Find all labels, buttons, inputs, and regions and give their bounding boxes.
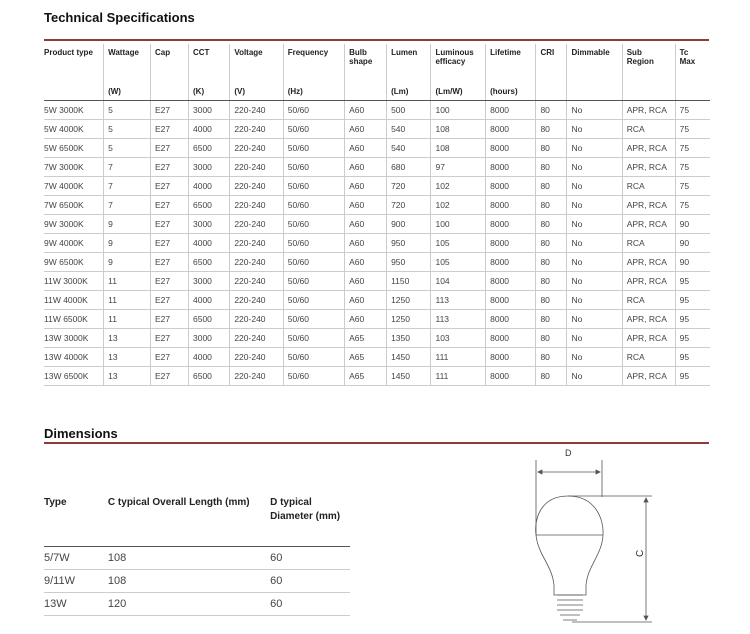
table-cell: 100 <box>431 215 486 234</box>
table-cell: A60 <box>345 215 387 234</box>
table-cell: 75 <box>675 196 710 215</box>
table-cell: A60 <box>345 120 387 139</box>
table-cell: 9 <box>104 215 151 234</box>
table-row <box>44 348 710 367</box>
table-cell: 5 <box>104 101 151 120</box>
table-cell: 95 <box>675 348 710 367</box>
table-row <box>44 234 710 253</box>
table-cell: 7W 6500K <box>44 196 104 215</box>
table-cell: 105 <box>431 234 486 253</box>
table-cell: 6500 <box>189 310 230 329</box>
table-cell: 1450 <box>387 348 431 367</box>
spec-divider <box>44 39 709 41</box>
table-cell: 50/60 <box>283 253 344 272</box>
table-cell: 95 <box>675 329 710 348</box>
table-cell: 50/60 <box>283 234 344 253</box>
table-cell: 4000 <box>189 291 230 310</box>
table-cell: 102 <box>431 177 486 196</box>
table-cell: No <box>567 291 622 310</box>
table-cell: 6500 <box>189 367 230 386</box>
table-cell: 11 <box>104 291 151 310</box>
column-header-label: Lifetime <box>490 48 521 57</box>
table-cell: 8000 <box>486 120 536 139</box>
table-cell: 50/60 <box>283 310 344 329</box>
table-cell: 103 <box>431 329 486 348</box>
table-cell: 220-240 <box>230 310 283 329</box>
table-cell: No <box>567 215 622 234</box>
dimensions-table <box>44 492 350 616</box>
table-cell: APR, RCA <box>622 215 675 234</box>
table-cell: E27 <box>151 310 189 329</box>
table-cell: 720 <box>387 177 431 196</box>
table-cell: A60 <box>345 253 387 272</box>
table-cell: 50/60 <box>283 177 344 196</box>
table-cell: 90 <box>675 234 710 253</box>
length-label: C <box>635 549 646 557</box>
table-cell: 80 <box>536 291 567 310</box>
column-header <box>622 44 675 101</box>
table-cell: 113 <box>431 310 486 329</box>
dimensions-cell: 9/11W <box>44 570 108 593</box>
table-cell: No <box>567 329 622 348</box>
table-cell: No <box>567 139 622 158</box>
column-header-label: Luminous efficacy <box>435 48 474 66</box>
dimensions-cell: 60 <box>270 547 350 570</box>
column-header <box>44 44 104 101</box>
table-cell: 4000 <box>189 177 230 196</box>
dimensions-column-header: D typical Diameter (mm) <box>270 492 350 547</box>
table-cell: 75 <box>675 158 710 177</box>
table-cell: 80 <box>536 196 567 215</box>
column-unit: (Hz) <box>287 87 303 96</box>
table-row <box>44 196 710 215</box>
column-header-label: Tc Max <box>679 48 696 66</box>
table-cell: 4000 <box>189 348 230 367</box>
table-cell: 11W 6500K <box>44 310 104 329</box>
table-cell: 13 <box>104 348 151 367</box>
column-header-label: CCT <box>193 48 210 57</box>
table-cell: 75 <box>675 177 710 196</box>
table-cell: 8000 <box>486 234 536 253</box>
table-cell: E27 <box>151 367 189 386</box>
table-cell: 220-240 <box>230 120 283 139</box>
column-header-label: Product type <box>44 48 93 57</box>
table-cell: 220-240 <box>230 272 283 291</box>
table-cell: E27 <box>151 215 189 234</box>
table-cell: No <box>567 234 622 253</box>
table-cell: 950 <box>387 253 431 272</box>
table-cell: 113 <box>431 291 486 310</box>
column-header-label: Sub Region <box>626 48 654 66</box>
table-cell: No <box>567 158 622 177</box>
table-row <box>44 367 710 386</box>
dimensions-row <box>44 547 350 570</box>
table-cell: RCA <box>622 234 675 253</box>
table-row <box>44 101 710 120</box>
table-cell: A60 <box>345 310 387 329</box>
table-cell: A60 <box>345 291 387 310</box>
table-cell: 97 <box>431 158 486 177</box>
table-cell: 11 <box>104 272 151 291</box>
table-cell: No <box>567 120 622 139</box>
table-cell: 90 <box>675 215 710 234</box>
table-row <box>44 291 710 310</box>
column-header-label: Lumen <box>391 48 418 57</box>
column-header <box>486 44 536 101</box>
table-cell: A60 <box>345 158 387 177</box>
table-cell: 80 <box>536 234 567 253</box>
table-cell: 5W 6500K <box>44 139 104 158</box>
column-unit: (V) <box>234 87 245 96</box>
table-cell: 95 <box>675 291 710 310</box>
table-cell: RCA <box>622 348 675 367</box>
table-cell: 8000 <box>486 177 536 196</box>
table-row <box>44 253 710 272</box>
table-cell: 80 <box>536 177 567 196</box>
table-cell: 8000 <box>486 139 536 158</box>
table-cell: 3000 <box>189 215 230 234</box>
table-cell: 1450 <box>387 367 431 386</box>
table-cell: 111 <box>431 367 486 386</box>
table-cell: 102 <box>431 196 486 215</box>
column-header-label: Cap <box>155 48 171 57</box>
table-cell: 11W 3000K <box>44 272 104 291</box>
table-cell: 220-240 <box>230 196 283 215</box>
table-cell: 80 <box>536 120 567 139</box>
table-cell: 95 <box>675 310 710 329</box>
table-cell: 220-240 <box>230 101 283 120</box>
table-cell: 220-240 <box>230 158 283 177</box>
table-cell: 50/60 <box>283 215 344 234</box>
table-cell: 7 <box>104 177 151 196</box>
table-cell: 3000 <box>189 329 230 348</box>
table-cell: 9W 6500K <box>44 253 104 272</box>
table-cell: 220-240 <box>230 139 283 158</box>
table-cell: No <box>567 196 622 215</box>
table-cell: 680 <box>387 158 431 177</box>
column-header <box>230 44 283 101</box>
table-cell: 950 <box>387 234 431 253</box>
dimensions-row <box>44 570 350 593</box>
table-cell: 900 <box>387 215 431 234</box>
table-cell: 9 <box>104 234 151 253</box>
table-cell: A60 <box>345 234 387 253</box>
table-cell: 7W 4000K <box>44 177 104 196</box>
table-cell: 6500 <box>189 253 230 272</box>
table-cell: 220-240 <box>230 177 283 196</box>
table-cell: No <box>567 101 622 120</box>
table-cell: RCA <box>622 291 675 310</box>
column-header-label: Bulb shape <box>349 48 373 66</box>
table-cell: 50/60 <box>283 101 344 120</box>
table-cell: A65 <box>345 329 387 348</box>
table-cell: 50/60 <box>283 348 344 367</box>
table-cell: 7 <box>104 196 151 215</box>
table-cell: A60 <box>345 196 387 215</box>
table-cell: 13 <box>104 367 151 386</box>
table-cell: No <box>567 253 622 272</box>
table-cell: 3000 <box>189 272 230 291</box>
table-cell: 104 <box>431 272 486 291</box>
table-cell: 4000 <box>189 234 230 253</box>
column-header <box>104 44 151 101</box>
table-cell: 5 <box>104 120 151 139</box>
table-cell: E27 <box>151 329 189 348</box>
column-header <box>387 44 431 101</box>
table-cell: 95 <box>675 367 710 386</box>
table-cell: 8000 <box>486 253 536 272</box>
table-cell: E27 <box>151 348 189 367</box>
table-cell: A60 <box>345 139 387 158</box>
table-cell: 80 <box>536 158 567 177</box>
table-cell: 50/60 <box>283 272 344 291</box>
column-unit: (K) <box>193 87 205 96</box>
table-cell: 50/60 <box>283 120 344 139</box>
table-cell: E27 <box>151 291 189 310</box>
column-header-label: Wattage <box>108 48 139 57</box>
table-cell: 8000 <box>486 158 536 177</box>
column-header <box>675 44 710 101</box>
table-cell: 8000 <box>486 310 536 329</box>
table-cell: 220-240 <box>230 348 283 367</box>
table-row <box>44 120 710 139</box>
table-cell: No <box>567 272 622 291</box>
dimensions-column-header: Type <box>44 492 108 547</box>
table-cell: 9W 3000K <box>44 215 104 234</box>
table-cell: 7 <box>104 158 151 177</box>
dimensions-title: Dimensions <box>44 426 118 441</box>
column-header-label: Voltage <box>234 48 263 57</box>
table-cell: E27 <box>151 101 189 120</box>
spec-table <box>44 44 710 386</box>
table-cell: 80 <box>536 139 567 158</box>
table-cell: 9W 4000K <box>44 234 104 253</box>
column-header <box>567 44 622 101</box>
table-cell: 5 <box>104 139 151 158</box>
dimensions-cell: 13W <box>44 593 108 616</box>
bulb-diagram <box>520 440 660 630</box>
table-cell: E27 <box>151 234 189 253</box>
column-header <box>189 44 230 101</box>
table-cell: 111 <box>431 348 486 367</box>
table-cell: 540 <box>387 120 431 139</box>
table-cell: 220-240 <box>230 253 283 272</box>
table-cell: RCA <box>622 177 675 196</box>
table-cell: 80 <box>536 329 567 348</box>
table-cell: 13W 4000K <box>44 348 104 367</box>
table-cell: APR, RCA <box>622 310 675 329</box>
table-cell: 11 <box>104 310 151 329</box>
table-row <box>44 139 710 158</box>
table-cell: 13W 3000K <box>44 329 104 348</box>
table-cell: 108 <box>431 139 486 158</box>
table-cell: 75 <box>675 139 710 158</box>
table-cell: APR, RCA <box>622 272 675 291</box>
table-cell: 105 <box>431 253 486 272</box>
dimensions-cell: 60 <box>270 570 350 593</box>
table-cell: 1150 <box>387 272 431 291</box>
table-cell: 7W 3000K <box>44 158 104 177</box>
table-cell: 80 <box>536 348 567 367</box>
table-row <box>44 310 710 329</box>
table-cell: 540 <box>387 139 431 158</box>
table-cell: 720 <box>387 196 431 215</box>
table-cell: 80 <box>536 310 567 329</box>
table-cell: 13 <box>104 329 151 348</box>
table-cell: No <box>567 367 622 386</box>
table-cell: 80 <box>536 272 567 291</box>
table-cell: 220-240 <box>230 291 283 310</box>
table-cell: 6500 <box>189 196 230 215</box>
table-cell: 4000 <box>189 120 230 139</box>
table-cell: A60 <box>345 272 387 291</box>
table-cell: 8000 <box>486 215 536 234</box>
dimensions-row <box>44 593 350 616</box>
table-cell: E27 <box>151 158 189 177</box>
table-cell: No <box>567 177 622 196</box>
table-cell: E27 <box>151 272 189 291</box>
table-cell: A60 <box>345 177 387 196</box>
table-cell: E27 <box>151 177 189 196</box>
table-cell: 50/60 <box>283 139 344 158</box>
table-cell: APR, RCA <box>622 139 675 158</box>
column-unit: (W) <box>108 87 121 96</box>
table-cell: E27 <box>151 120 189 139</box>
table-cell: E27 <box>151 139 189 158</box>
table-cell: 1350 <box>387 329 431 348</box>
table-cell: 75 <box>675 120 710 139</box>
table-cell: 8000 <box>486 101 536 120</box>
table-cell: 8000 <box>486 291 536 310</box>
table-row <box>44 177 710 196</box>
table-cell: 220-240 <box>230 329 283 348</box>
table-cell: APR, RCA <box>622 253 675 272</box>
table-cell: 50/60 <box>283 367 344 386</box>
table-cell: A60 <box>345 101 387 120</box>
table-cell: E27 <box>151 196 189 215</box>
table-cell: 8000 <box>486 196 536 215</box>
table-cell: APR, RCA <box>622 101 675 120</box>
table-cell: APR, RCA <box>622 329 675 348</box>
table-cell: 11W 4000K <box>44 291 104 310</box>
table-cell: 80 <box>536 101 567 120</box>
table-row <box>44 158 710 177</box>
spec-title: Technical Specifications <box>44 10 195 25</box>
table-cell: 8000 <box>486 367 536 386</box>
table-cell: E27 <box>151 253 189 272</box>
table-cell: 100 <box>431 101 486 120</box>
table-cell: 95 <box>675 272 710 291</box>
column-header <box>345 44 387 101</box>
column-header-label: Dimmable <box>571 48 610 57</box>
table-cell: APR, RCA <box>622 367 675 386</box>
table-cell: 1250 <box>387 291 431 310</box>
table-cell: 50/60 <box>283 158 344 177</box>
table-cell: 80 <box>536 253 567 272</box>
table-cell: RCA <box>622 120 675 139</box>
table-cell: 80 <box>536 215 567 234</box>
table-cell: APR, RCA <box>622 158 675 177</box>
table-cell: 220-240 <box>230 234 283 253</box>
dimensions-column-header: C typical Overall Length (mm) <box>108 492 270 547</box>
column-unit: (Lm) <box>391 87 409 96</box>
table-cell: 3000 <box>189 158 230 177</box>
dimensions-cell: 120 <box>108 593 270 616</box>
column-header <box>431 44 486 101</box>
table-cell: 50/60 <box>283 196 344 215</box>
table-cell: 8000 <box>486 329 536 348</box>
column-header-label: Frequency <box>287 48 329 57</box>
diameter-label: D <box>565 448 572 458</box>
dimensions-cell: 108 <box>108 570 270 593</box>
table-row <box>44 215 710 234</box>
table-cell: APR, RCA <box>622 196 675 215</box>
column-unit: (hours) <box>490 87 518 96</box>
table-row <box>44 272 710 291</box>
table-cell: A65 <box>345 348 387 367</box>
column-header-label: CRI <box>540 48 555 57</box>
table-cell: No <box>567 310 622 329</box>
table-cell: 75 <box>675 101 710 120</box>
column-header <box>151 44 189 101</box>
table-cell: No <box>567 348 622 367</box>
dimensions-cell: 60 <box>270 593 350 616</box>
table-cell: 220-240 <box>230 367 283 386</box>
table-cell: 8000 <box>486 348 536 367</box>
table-cell: 6500 <box>189 139 230 158</box>
table-cell: 13W 6500K <box>44 367 104 386</box>
dimensions-cell: 5/7W <box>44 547 108 570</box>
column-header <box>283 44 344 101</box>
table-cell: 5W 4000K <box>44 120 104 139</box>
table-cell: 50/60 <box>283 329 344 348</box>
table-cell: 500 <box>387 101 431 120</box>
table-cell: A65 <box>345 367 387 386</box>
dimensions-cell: 108 <box>108 547 270 570</box>
table-cell: 220-240 <box>230 215 283 234</box>
table-cell: 8000 <box>486 272 536 291</box>
table-cell: 1250 <box>387 310 431 329</box>
table-cell: 9 <box>104 253 151 272</box>
table-row <box>44 329 710 348</box>
table-cell: 108 <box>431 120 486 139</box>
table-cell: 90 <box>675 253 710 272</box>
table-cell: 80 <box>536 367 567 386</box>
table-cell: 3000 <box>189 101 230 120</box>
table-cell: 50/60 <box>283 291 344 310</box>
column-unit: (Lm/W) <box>435 87 463 96</box>
column-header <box>536 44 567 101</box>
table-cell: 5W 3000K <box>44 101 104 120</box>
